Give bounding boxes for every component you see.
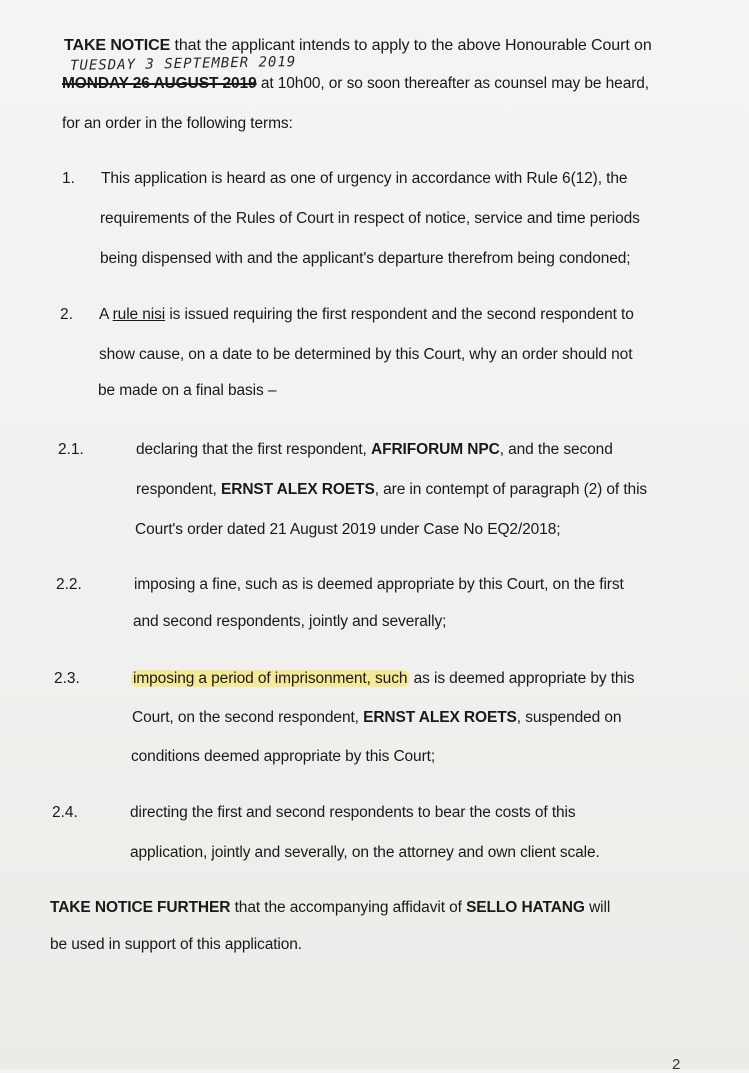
highlighted-phrase: imposing a period of imprisonment, such	[133, 670, 408, 687]
para-1-line-1: This application is heard as one of urgency in accordance with Rule 6(12), the	[101, 170, 628, 187]
para-2-1-number: 2.1.	[58, 441, 84, 458]
para-2-2-line-2: and second respondents, jointly and severally;	[133, 613, 447, 630]
para-2-line-2: show cause, on a date to be determined by this Court, why an order should not	[99, 346, 633, 363]
para-2-4-line-1: directing the first and second respondents to bear the costs of this	[130, 804, 576, 821]
para-2-1-line-1: declaring that the first respondent, AFRIFORUM NPC, and the second	[136, 441, 613, 458]
page-number: 2	[672, 1056, 681, 1073]
further-line-2: be used in support of this application.	[50, 936, 303, 953]
para-2-3-line-3: conditions deemed appropriate by this Court;	[131, 748, 436, 765]
struck-date: MONDAY 26 AUGUST 2019	[62, 75, 257, 92]
para-2-3-line-2: Court, on the second respondent, ERNST ALEX ROETS, suspended on	[132, 709, 622, 726]
para-2-1-line-3: Court's order dated 21 August 2019 under Case No EQ2/2018;	[135, 521, 561, 538]
intro-line-2: MONDAY 26 AUGUST 2019 at 10h00, or so soon thereafter as counsel may be heard,	[62, 75, 650, 92]
para-1-line-3: being dispensed with and the applicant's departure therefrom being condoned;	[100, 250, 631, 267]
para-2-2-line-1: imposing a fine, such as is deemed appropriate by this Court, on the first	[134, 576, 624, 593]
para-2-line-1: A rule nisi is issued requiring the first respondent and the second respondent to	[99, 306, 634, 323]
para-2-1-line-2: respondent, ERNST ALEX ROETS, are in contempt of paragraph (2) of this	[136, 481, 648, 498]
take-notice-heading: TAKE NOTICE	[64, 37, 171, 54]
further-line-1: TAKE NOTICE FURTHER that the accompanying affidavit of SELLO HATANG will	[50, 899, 611, 916]
para-2-3-number: 2.3.	[54, 670, 80, 687]
para-2-line-3: be made on a final basis –	[98, 382, 277, 399]
para-2-number: 2.	[60, 306, 73, 323]
handwritten-date: TUESDAY 3 SEPTEMBER 2019	[69, 54, 297, 74]
para-1-line-2: requirements of the Rules of Court in respect of notice, service and time periods	[100, 210, 640, 227]
rule-nisi-term: rule nisi	[112, 306, 166, 323]
para-2-4-number: 2.4.	[52, 804, 78, 821]
para-2-4-line-2: application, jointly and severally, on the attorney and own client scale.	[130, 844, 600, 861]
para-1-number: 1.	[62, 170, 75, 187]
para-2-2-number: 2.2.	[56, 576, 82, 593]
intro-line-3: for an order in the following terms:	[62, 115, 293, 132]
take-notice-further-heading: TAKE NOTICE FURTHER	[50, 899, 231, 916]
para-2-3-line-1: imposing a period of imprisonment, such as is deemed appropriate by this	[133, 670, 635, 687]
intro-line-1: TAKE NOTICE that the applicant intends to apply to the above Honourable Court on	[64, 37, 652, 54]
